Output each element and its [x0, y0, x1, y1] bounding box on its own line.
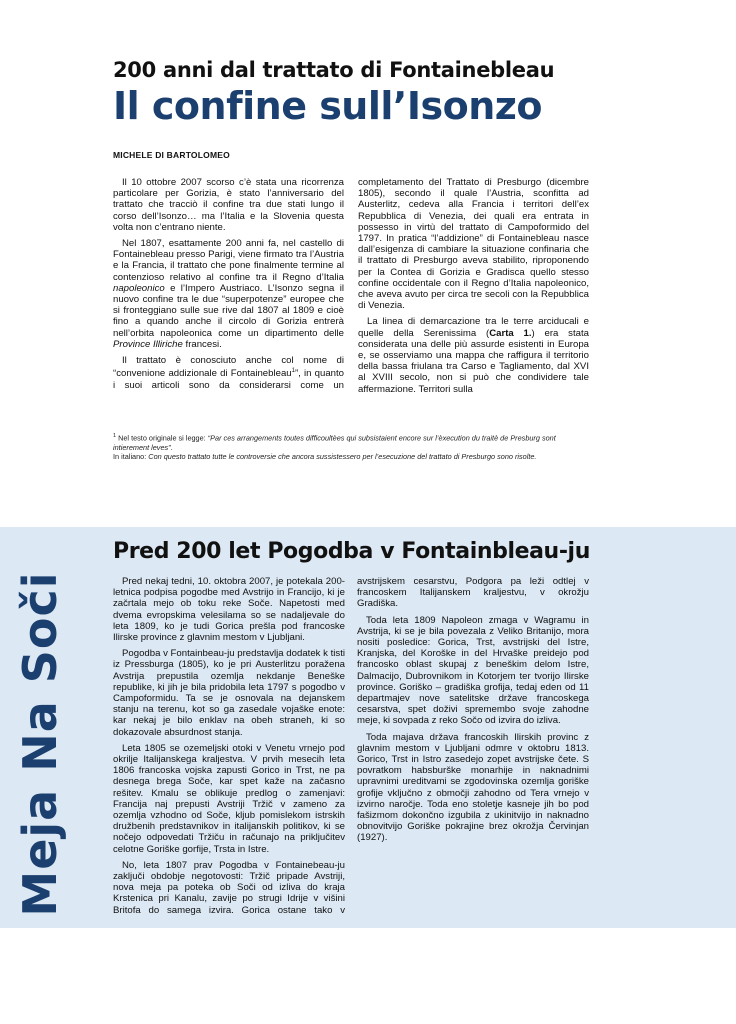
footnote-ref: 1 — [291, 368, 295, 375]
footnote — [113, 432, 591, 461]
paragraph: Nel 1807, esattamente 200 anni fa, nel castello di Fontainebleau presso Parigi, viene firmato tra l’Austria e la Francia, il trattato che pone finalmente termine al contenzioso relativo al confine tra il Regno d’Italia napoleonico e l’Impero Austriaco. L’Isonzo segna il nuovo confine tra le due “superpotenze” europee che si fronteggiano sulle sue rive dal 1807 al 1809 e cioè fino a quando anche il circolo di Gorizia entrerà nell’orbita napoleonica come un dipartimento delle Province Illiriche francesi. — [113, 238, 344, 350]
slovenian-article-body — [113, 576, 589, 920]
paragraph: Pred nekaj tedni, 10. oktobra 2007, je potekala 200-letnica podpisa pogodbe med Avstrijo in Francijo, ki je začrtala mejo ob toku reke Soče. Napetosti med dvema evropskima velesilama so se nadaljevale do leta 1809, ko je tudi Gorica prešla pod francoske Ilirske province z glavnim mestom v Ljubljani. — [113, 576, 345, 644]
slovenian-article-title: Pred 200 let Pogodba v Fontainbleau-ju — [113, 539, 590, 564]
footnote-translation: In italiano: Con questo trattato tutte le controversie che ancora sussistessero per l’esecuzione del trattato di Presburgo sono risolte. — [113, 451, 537, 461]
article-header — [113, 58, 588, 128]
paragraph: Leta 1805 se ozemeljski otoki v Venetu vrnejo pod okrilje Italijanskega kraljestva. V prvih mesecih leta 1806 francoska vojska zapusti Gorico in Trst, ne pa desnega brega Soče, kar spet kaže na začasno rešitev. Kmalu se oblikuje predlog o zamenjavi: Francija naj prepusti Avstriji Tržič v zameno za ozemlja vzhodno od Soče, kljub pomislekom istrskih družbenih predstavnikov in italijanskih politikov, ki se nočejo odpovedati Tržiču in računajo na priključitev celotne Goriške gorfije, Trsta in Istre. — [113, 742, 345, 855]
paragraph: Il 10 ottobre 2007 scorso c’è stata una ricorrenza particolare per Gorizia, è stato l’anniversario del trattato che tracciò il confine tra due stati lungo il corso dell’Isonzo… ma l’Italia e la Slovenia questa volta non c’entrano niente. — [113, 177, 344, 233]
paragraph: Toda majava država francoskih Ilirskih provinc z glavnim mestom v Ljubljani odmre v oktobru 1813. Gorico, Trst in Istro zasedejo zopet avstrijske čete. S povratkom habsburške monarhije in naknadnimi upravnimi ureditvami se zgodovinska ozemlja goriške grofije vključno z območji zahodno od Tera vrnejo v izvirno naročje. Toda eno stoletje kasneje jih bo pod fašizmom dokončno izgubila z ukinitvijo in naknadno obnovitvijo Goriške pokrajine brez okrožja Červinjan (1927). — [357, 731, 589, 844]
paragraph: Pogodba v Fontainbeau-ju predstavlja dodatek k tisti iz Pressburga (1805), ko je pri Austerlitzu poražena Avstrija prepustila ozemlja nekdanje Beneške republike, ki jih je bila pridobila leta 1797 s pogodbo v Campoformidu. Ta se je osnovala na dejanskem stanju na terenu, kot so ga zasedale vojaške enote: kar nekaj je bilo enklav na obeh straneh, ki so dokazovale absurdnost stanja. — [113, 648, 345, 738]
vertical-section-title: Meja Na Soči — [13, 571, 67, 917]
paragraph: Il trattato è conosciuto anche col nome di “convenione addizionale di Fontainebleau$^1$”, in quanto i suoi articoli sono da considerarsi come un completamento del Trattato di Presburgo (dicembre 1805), secondo il quale l’Austria, sconfitta ad Austerlitz, cedeva alla Francia i territori dell’ex Repubblica di Venezia, dei quali era entrata in possesso in virtù del trattato di Campoformido del 1797. In pratica “l’addizione” di Fontainebleau nasce dall’esigenza di cambiare la situazione confinaria che il trattato di Presburgo aveva stabilito, riproponendo per la Contea di Gorizia e Gradisca quello stesso confine occidentale con il Regno d’Italia napoleonico, che aveva avuto per circa tre secoli con la Repubblica di Venezia. — [113, 177, 589, 391]
article-author: MICHELE DI BARTOLOMEO — [113, 150, 230, 160]
paragraph: Toda leta 1809 Napoleon zmaga v Wagramu in Avstrija, ki se je bila povezala z Veliko Britanijo, mora nositi posledice: Gorica, Trst, avstrijski del Istre, Kranjska, del Koroške in del Hrvaške preidejo pod francosko oblast skupaj z beneškim delom Istre, Dalmacijo, Dubrovnikom in Kotorjem ter tvorijo Ilirske province. Goriško – gradiška grofija, tedaj eden od 11 departmajev nove satelitske države francoskega cesarstva, spet doživi spremembo svoje zahodne meje, ki sovpada z reko Sočo od izvira do izliva. — [357, 614, 589, 727]
article-title: Il confine sull’Isonzo — [113, 84, 542, 128]
footnote-original: $^1$ Nel testo originale si legge: “Par ces arrangements toutes difficoultèes qui subsistaient encore sur l’èxecution du traitè de Presburg sont intierement leves”. — [113, 433, 556, 452]
italian-article-body — [113, 177, 589, 399]
paragraph: No, leta 1807 prav Pogodba v Fontainebeau-ju zaključi obdobje negotovosti: Tržič pripade Avstriji, nova meja pa poteka ob Soči od izliva do kraja Krstenica pri Kanalu, zavije po strugi Idrije v višini Britofa do samega izvira. Gorica ostane tako v avstrijskem cesarstvu, Podgora pa leži odtlej v francoskem Italijanskem kraljestvu, v okrožju Gradiška. — [113, 576, 589, 916]
paragraph: La linea di demarcazione tra le terre arciducali e quelle della Serenissima (Carta 1.) era stata considerata una delle più assurde esistenti in Europa e, se osserviamo una mappa che raffigura il territorio della bassa friulana tra Carso e Tagliamento, dal XVI al XVIII secolo, non si può che condividere tale affermazione. Territori sulla — [358, 316, 589, 395]
article-kicker: 200 anni dal trattato di Fontainebleau — [113, 58, 555, 82]
